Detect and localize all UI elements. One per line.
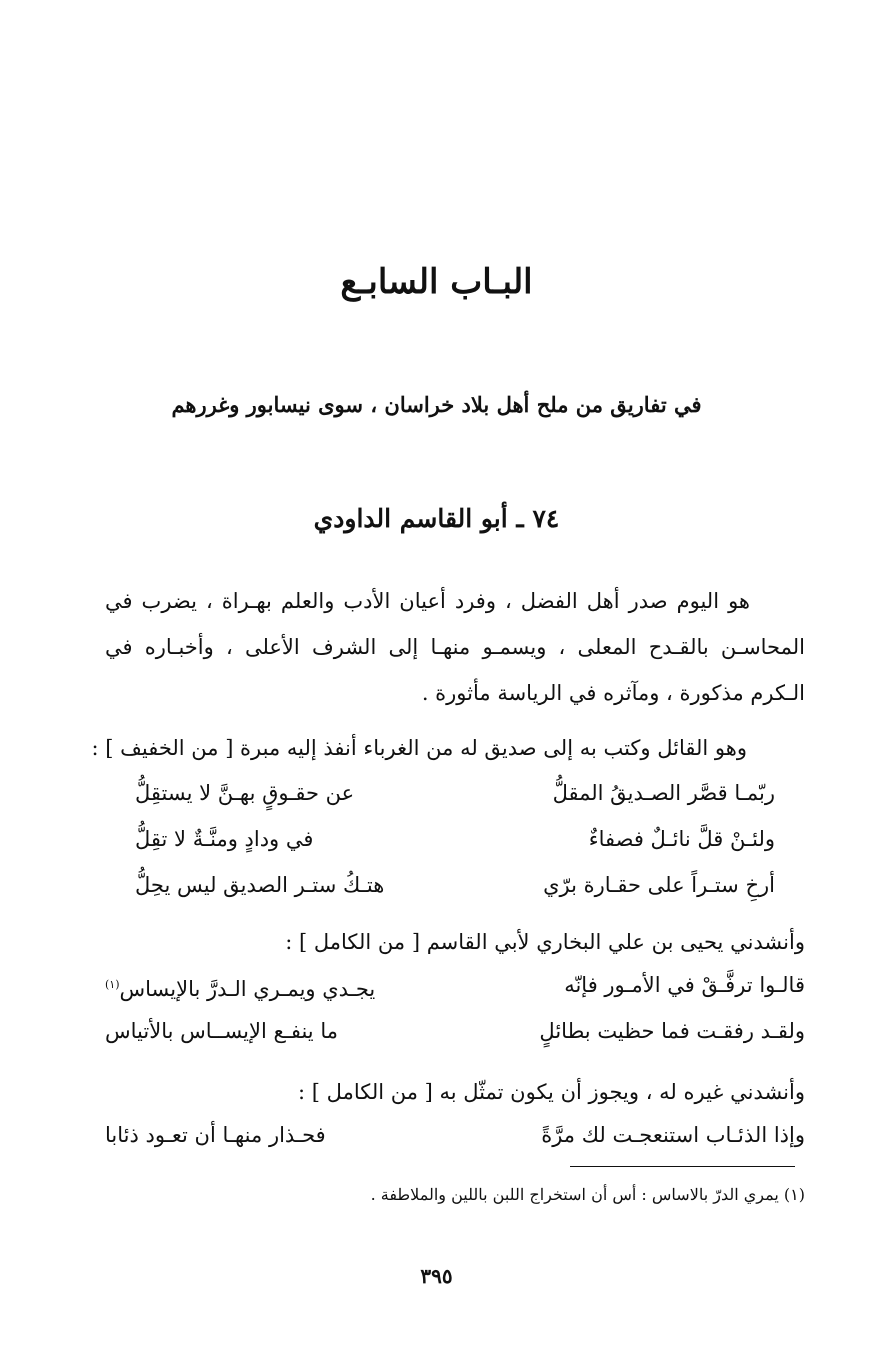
poem3-intro: وأنشدني غيره له ، ويجوز أن يكون تمثّل به [ من الكامل ] : [298,1080,805,1104]
footnote-divider [570,1166,795,1167]
hemistich-second: هتـكُ ستـر الصديق ليس يحِلُّ [135,873,385,897]
bio-paragraph: هو اليوم صدر أهل الفضل ، وفرد أعيان الأدب والعلم بهـراة ، يضرب في المحاسـن بالقـدح المعلى ، ويسمـو منهـا إلى الشرف الأعلى ، وأخبـاره في الـكرم مذكورة ، ومآثره في الرياسة مأثورة . [105,589,805,705]
footnote: (١) يمري الدرّ بالاساس : أس أن استخراج اللبن باللين والملاطفة . [370,1185,805,1204]
hemistich-first: ولقـد رفقـت فما حظيت بطائلٍ [539,1019,805,1043]
hemistich-first: وإذا الذئـاب استنعجـت لك مرَّةً [541,1123,805,1147]
poem2-verse-1 [105,966,805,1004]
poem1-verse-3 [105,866,805,904]
entry-heading: ٧٤ ـ أبو القاسم الداودي [313,504,560,533]
hemistich-first: ولئـنْ قلَّ نائـلٌ فصفاءٌ [588,827,775,851]
chapter-title: البـاب السابـع [340,262,533,302]
poem2-intro: وأنشدني يحيى بن علي البخاري لأبي القاسم [ من الكامل ] : [285,930,805,954]
page-number: ٣٩٥ [420,1264,453,1288]
poem1-verse-2 [105,820,805,858]
hemistich-second-text: يجـدي ويمـري الـدرَّ بالإيساس [119,977,376,1001]
chapter-subtitle: في تفاريق من ملح أهل بلاد خراسان ، سوى نيسابور وغررهم [171,392,702,417]
poem3-verse-1 [105,1116,805,1154]
hemistich-first: ربّمـا قصَّر الصـديقُ المقلُّ [552,781,775,805]
hemistich-second [105,966,375,1008]
hemistich-second: في ودادٍ ومنَّـةٌ لا تقِلُّ [135,827,314,851]
hemistich-first: أرخِ ستـراً على حقـارة برّي [543,873,775,897]
hemistich-first: قالـوا ترفَّـقْ في الأمـور فإنّه [564,973,805,997]
footnote-marker: (١) [105,978,120,991]
poem1-verse-1 [105,774,805,812]
poem2-verse-2 [105,1012,805,1050]
poem1-intro: وهو القائل وكتب به إلى صديق له من الغرباء أنفذ إليه مبرة [ من الخفيف ] : [91,736,747,760]
hemistich-second: عن حقـوقٍ بهـنَّ لا يستقِلُّ [135,781,355,805]
hemistich-second: ما ينفـع الإيســاس بالأتياس [105,1019,338,1043]
hemistich-second: فحـذار منهـا أن تعـود ذئابا [105,1123,326,1147]
